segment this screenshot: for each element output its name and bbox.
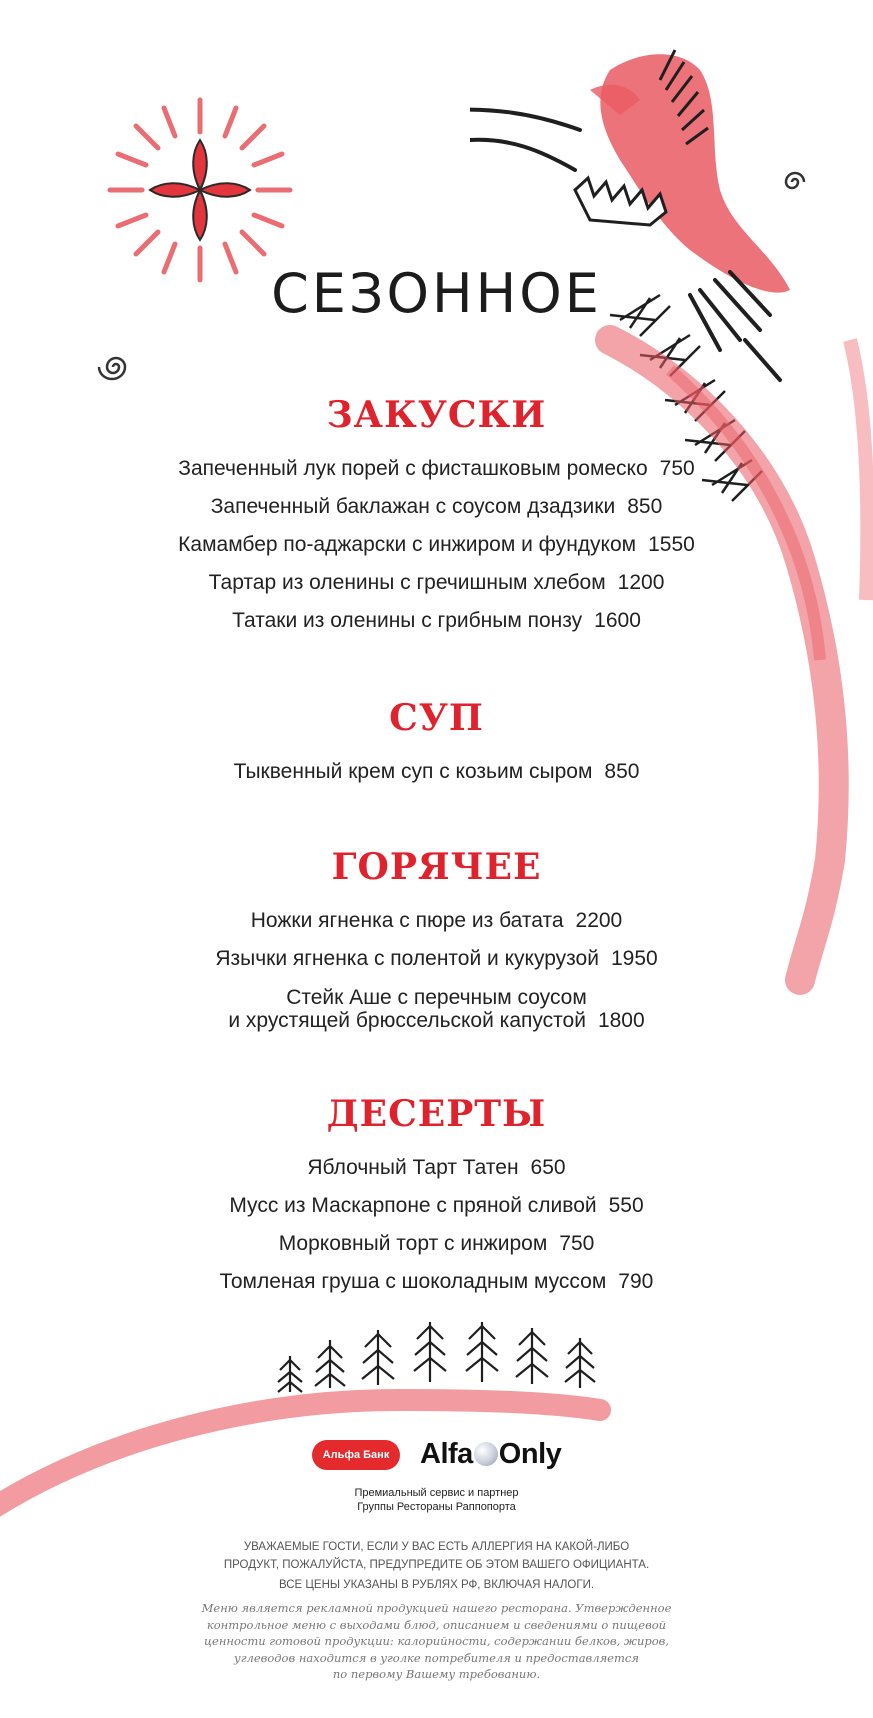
section-heading: ГОРЯЧЕЕ: [331, 846, 542, 888]
sun-flower-ornament-icon: [100, 90, 300, 290]
menu-item: Камамбер по-аджарски с инжиром и фундуком 1550: [178, 533, 695, 556]
section-hot-dishes: [0, 846, 873, 1032]
section-heading: ЗАКУСКИ: [326, 394, 547, 436]
section-heading: ДЕСЕРТЫ: [326, 1093, 547, 1135]
prices-notice: ВСЕ ЦЕНЫ УКАЗАНЫ В РУБЛЯХ РФ, ВКЛЮЧАЯ НАЛОГИ.: [278, 1579, 595, 1591]
menu-item: Тартар из оленины с гречишным хлебом 1200: [208, 571, 665, 594]
menu-item: Яблочный Тарт Татен 650: [307, 1156, 566, 1179]
menu-item: Мусс из Маскарпоне с пряной сливой 550: [229, 1194, 644, 1217]
section-heading: СУП: [389, 697, 484, 739]
menu-item: Тыквенный крем суп с козьим сыром 850: [233, 760, 640, 783]
menu-item: Запеченный баклажан с соусом дзадзики 850: [210, 495, 663, 518]
alfa-only-logo: Alfa Only: [420, 1438, 562, 1470]
legal-disclaimer: Меню является рекламной продукцией нашего ресторана. Утвержденное контрольное меню с выходами блюд, описанием и сведениями о пищевой ценности готовой продукции: калорийности, содержании белков, жиров, углеводов находится в уголке потребителя и предоставляется по первому Вашему требованию.: [201, 1601, 672, 1681]
hill-with-trees-illustration-icon: [0, 1320, 873, 1550]
alfa-bank-logo: Альфа Банк: [312, 1440, 400, 1470]
section-desserts: [0, 1093, 873, 1301]
menu-title: СЕЗОННОЕ: [271, 262, 602, 325]
menu-item: Стейк Аше с перечным соусом и хрустящей брюссельской капустой 1800: [228, 986, 645, 1032]
section-soup: [0, 697, 873, 791]
sponsor-logos: [0, 1438, 873, 1478]
menu-item: Морковный торт с инжиром 750: [278, 1232, 595, 1255]
section-appetizers: [0, 394, 873, 640]
menu-item: Ножки ягненка с пюре из батата 2200: [250, 909, 623, 932]
menu-item: Томленая груша с шоколадным муссом 790: [219, 1270, 654, 1293]
menu-item: Запеченный лук порей с фисташковым ромеско 750: [178, 457, 695, 480]
spiral-ornament-icon: [94, 350, 138, 384]
menu-item: Татаки из оленины с грибным понзу 1600: [232, 609, 641, 632]
menu-item: Язычки ягненка с полентой и кукурузой 1950: [215, 947, 658, 970]
pearl-icon: [474, 1442, 498, 1466]
partner-caption: Премиальный сервис и партнер Группы Рестораны Раппопорта: [354, 1487, 519, 1513]
allergy-notice: УВАЖАЕМЫЕ ГОСТИ, ЕСЛИ У ВАС ЕСТЬ АЛЛЕРГИЯ НА КАКОЙ-ЛИБО ПРОДУКТ, ПОЖАЛУЙСТА, ПРЕДУПРЕДИТЕ ОБ ЭТОМ ВАШЕГО ОФИЦИАНТА.: [223, 1541, 650, 1571]
